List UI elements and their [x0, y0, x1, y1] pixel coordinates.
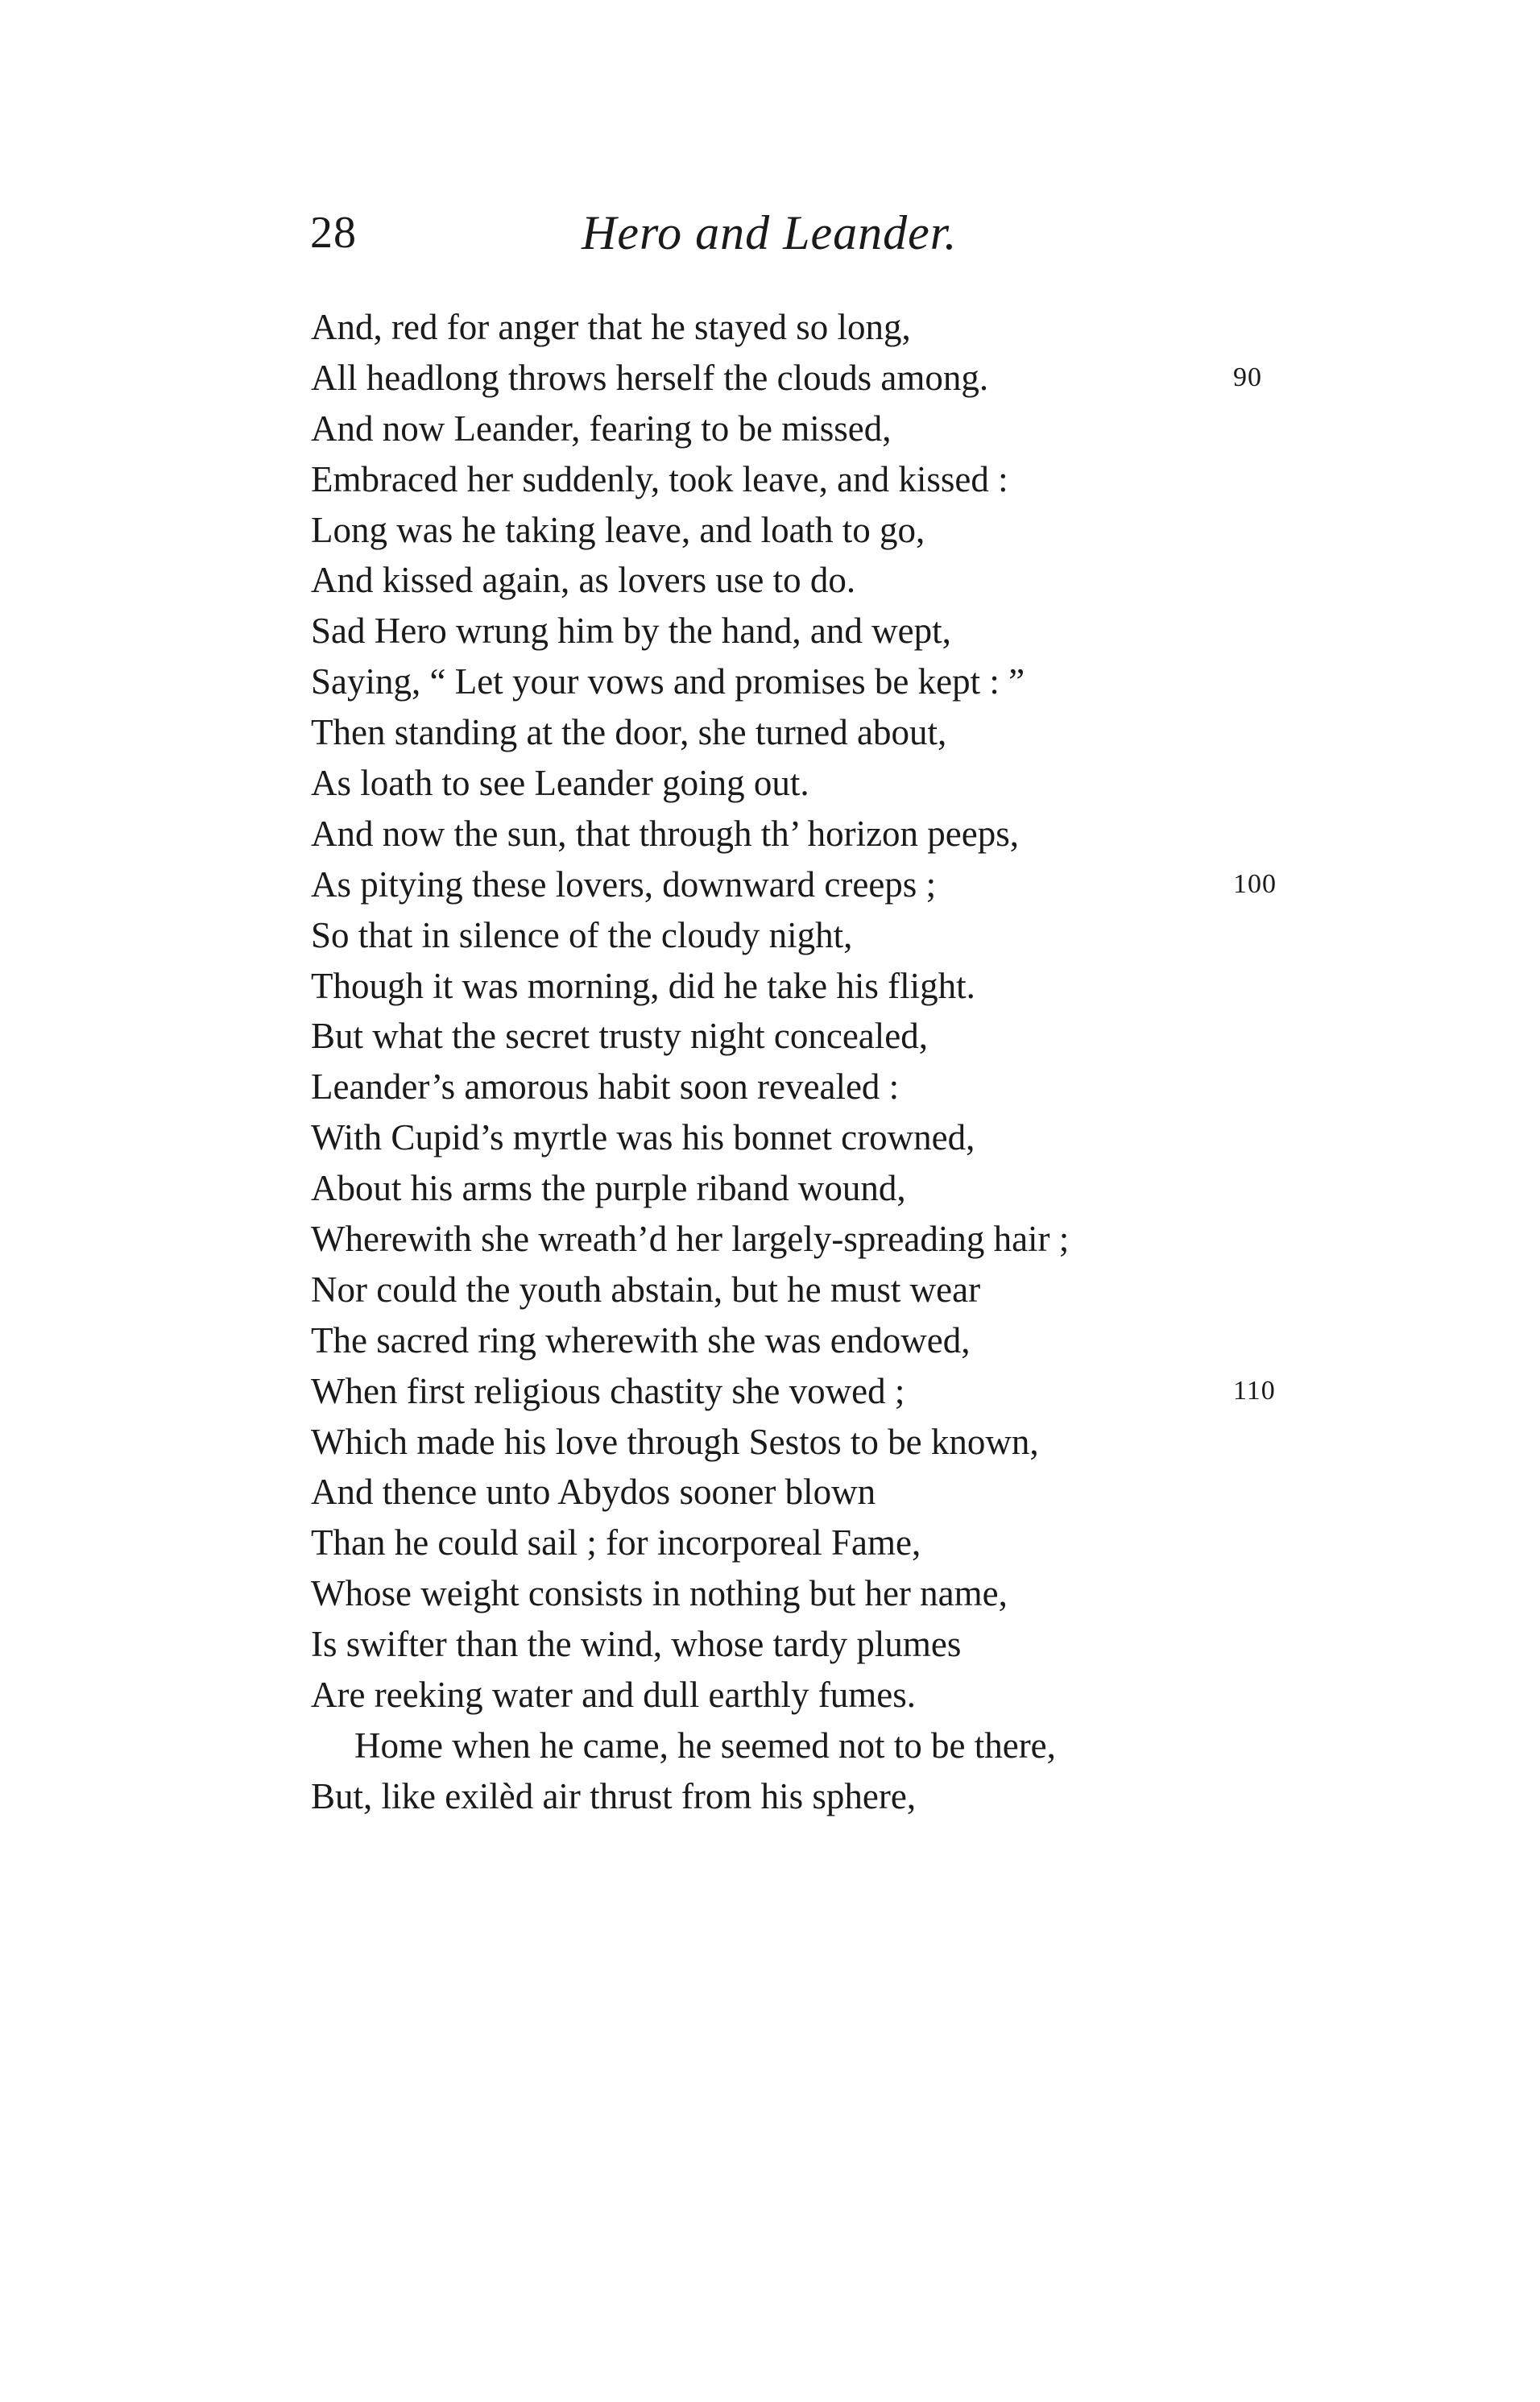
line-text: Whose weight consists in nothing but her name, — [311, 1573, 1008, 1614]
poem-line — [311, 859, 1318, 910]
line-text: Embraced her suddenly, took leave, and kissed : — [311, 458, 1008, 499]
line-text: Though it was morning, did he take his flight. — [311, 965, 975, 1006]
line-text: The sacred ring wherewith she was endowed, — [311, 1319, 971, 1360]
line-text: But, like exilèd air thrust from his sphere, — [311, 1775, 917, 1816]
poem-line — [311, 1163, 1318, 1214]
line-text: And now Leander, fearing to be missed, — [311, 408, 892, 449]
line-text: And, red for anger that he stayed so long, — [311, 307, 911, 347]
line-text: And kissed again, as lovers use to do. — [311, 560, 856, 601]
line-text: Leander’s amorous habit soon revealed : — [311, 1066, 900, 1108]
line-text: All headlong throws herself the clouds among. — [311, 357, 989, 398]
line-text: As pitying these lovers, downward creeps ; — [311, 863, 937, 905]
poem-line — [311, 1265, 1318, 1315]
poem-line — [311, 910, 1318, 961]
line-text: And now the sun, that through th’ horizon peeps, — [311, 813, 1020, 854]
poem-line — [311, 1771, 1318, 1822]
line-text: Then standing at the door, she turned about, — [311, 712, 947, 753]
poem-line — [311, 1670, 1318, 1721]
poem-line — [311, 1062, 1318, 1112]
line-number: 100 — [1233, 868, 1277, 899]
line-text: Saying, “ Let your vows and promises be kept : ” — [311, 661, 1025, 702]
line-number: 90 — [1233, 362, 1262, 392]
line-text: Sad Hero wrung him by the hand, and wept, — [311, 611, 951, 652]
line-text: And thence unto Abydos sooner blown — [311, 1472, 876, 1513]
running-title: Hero and Leander. — [582, 206, 958, 259]
poem-line — [311, 1011, 1318, 1062]
poem-line — [311, 1619, 1318, 1670]
poem-line — [311, 1467, 1318, 1518]
line-text: Nor could the youth abstain, but he must wear — [311, 1269, 981, 1310]
poem-line — [311, 1518, 1318, 1568]
line-text: With Cupid’s myrtle was his bonnet crowned, — [311, 1117, 975, 1158]
poem-line — [311, 1214, 1318, 1265]
poem-line — [311, 302, 1318, 353]
poem-body — [311, 302, 1318, 1822]
poem-line — [311, 555, 1318, 606]
line-text: As loath to see Leander going out. — [311, 763, 809, 804]
poem-line — [311, 454, 1318, 505]
poem-line — [311, 1112, 1318, 1163]
line-text: Home when he came, he seemed not to be there, — [354, 1725, 1056, 1766]
line-text: Wherewith she wreath’d her largely-spreading hair ; — [311, 1219, 1070, 1260]
line-text: Is swifter than the wind, whose tardy plumes — [311, 1624, 962, 1665]
poem-line — [311, 809, 1318, 859]
line-text: When first religious chastity she vowed ; — [311, 1370, 905, 1411]
line-text: Than he could sail ; for incorporeal Fame, — [311, 1522, 921, 1563]
line-text: Long was he taking leave, and loath to go, — [311, 509, 925, 550]
poem-line — [311, 707, 1318, 758]
poem-line — [311, 1315, 1318, 1366]
poem-line — [311, 1366, 1318, 1417]
poem-line — [311, 353, 1318, 404]
line-number: 110 — [1233, 1375, 1276, 1406]
page-number: 28 — [310, 208, 357, 258]
poem-line — [311, 1568, 1318, 1619]
poem-line-indented — [311, 1721, 1318, 1771]
poem-line — [311, 758, 1318, 809]
poem-line — [311, 1417, 1318, 1468]
poem-line — [311, 404, 1318, 454]
line-text: But what the secret trusty night concealed, — [311, 1016, 929, 1057]
poem-line — [311, 961, 1318, 1012]
line-text: So that in silence of the cloudy night, — [311, 914, 853, 955]
poem-line — [311, 606, 1318, 656]
line-text: Which made his love through Sestos to be known, — [311, 1421, 1039, 1462]
line-text: Are reeking water and dull earthly fumes. — [311, 1675, 916, 1716]
poem-line — [311, 505, 1318, 556]
line-text: About his arms the purple riband wound, — [311, 1168, 906, 1209]
poem-line — [311, 656, 1318, 707]
